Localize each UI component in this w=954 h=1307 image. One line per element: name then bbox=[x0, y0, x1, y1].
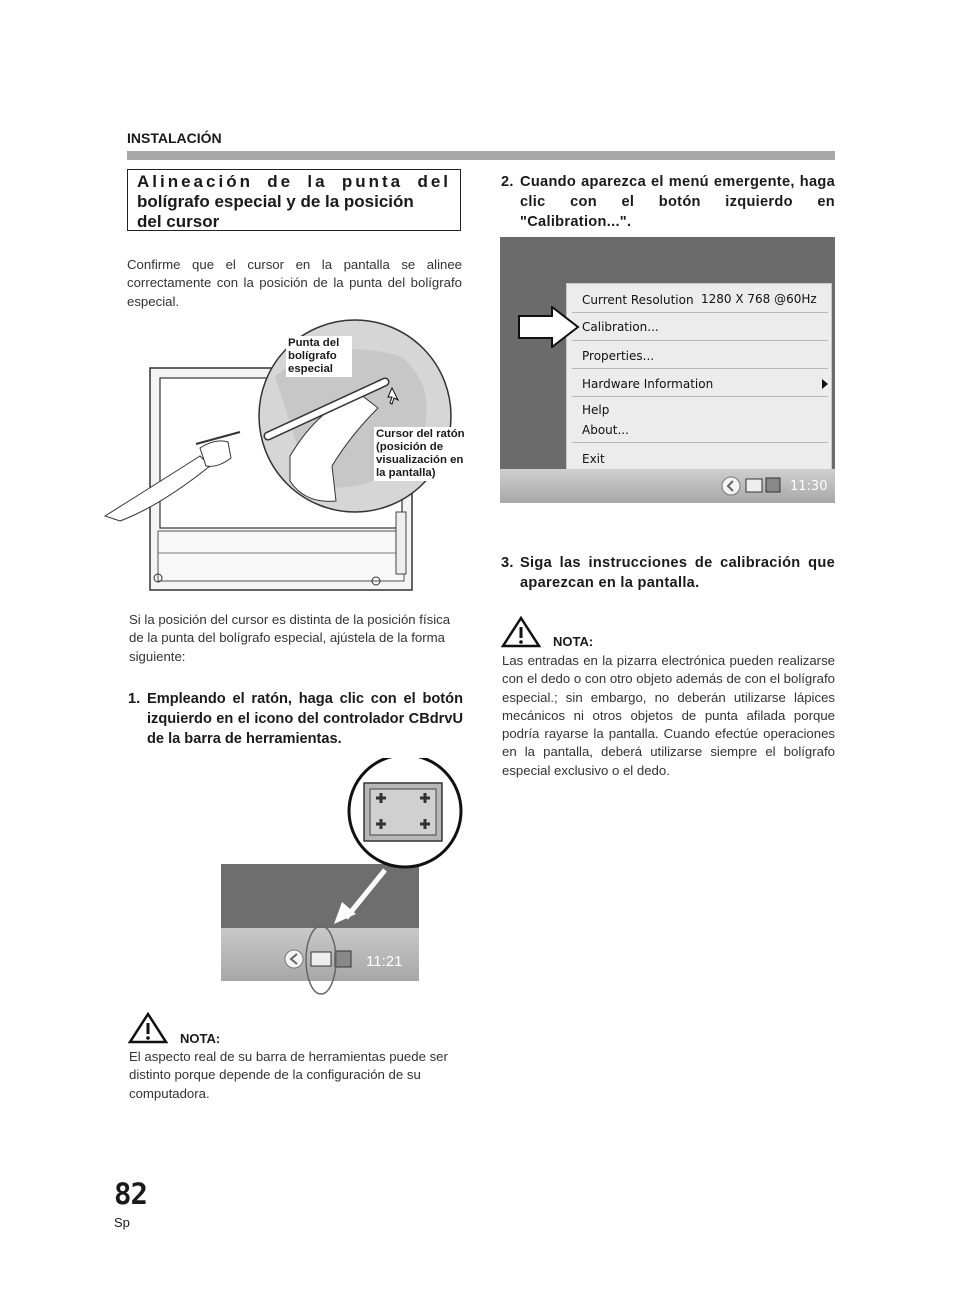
whiteboard-illustration bbox=[100, 316, 475, 602]
menu-separator bbox=[572, 396, 828, 397]
nota-2-label: NOTA: bbox=[553, 634, 594, 649]
warning-triangle-icon bbox=[501, 616, 541, 653]
toolbar-illustration bbox=[220, 758, 464, 996]
step-2-number: 2. bbox=[501, 174, 514, 190]
nota-1-label: NOTA: bbox=[180, 1031, 221, 1046]
callout-mouse-cursor: Cursor del ratón (posición de visualización en la pantalla) bbox=[374, 427, 478, 481]
step-1 bbox=[128, 689, 463, 749]
menu-item-properties[interactable]: Properties... bbox=[582, 349, 655, 363]
intro-paragraph: Confirme que el cursor en la pantalla se alinee correctamente con la posición de la punta del bolígrafo especial. bbox=[127, 257, 462, 309]
step-1-text: Empleando el ratón, haga clic con el botón izquierdo en el icono del controlador CBdrvU de la barra de herramientas. bbox=[147, 691, 463, 747]
tray-icons bbox=[720, 475, 784, 497]
title-line-2: bolígrafo especial y de la posición bbox=[137, 192, 414, 211]
nota-1-text: El aspecto real de su barra de herramientas puede ser distinto porque depende de la configuración de su computadora. bbox=[129, 1049, 448, 1101]
section-title bbox=[127, 169, 461, 231]
menu-resolution-value: 1280 X 768 @60Hz bbox=[701, 292, 817, 306]
menu-separator bbox=[572, 368, 828, 369]
callout-pen-tip: Punta del bolígrafo especial bbox=[286, 336, 352, 377]
arrow-right-icon bbox=[518, 306, 580, 348]
menu-item-current-resolution[interactable]: Current Resolution bbox=[582, 293, 694, 307]
menu-item-about[interactable]: About... bbox=[582, 423, 629, 437]
page-language: Sp bbox=[114, 1215, 130, 1230]
submenu-arrow-icon bbox=[822, 379, 828, 389]
popup-menu bbox=[566, 283, 832, 471]
header-bar bbox=[127, 151, 835, 160]
step-2 bbox=[501, 172, 835, 232]
menu-item-exit[interactable]: Exit bbox=[582, 452, 605, 466]
context-menu-screenshot bbox=[500, 237, 835, 503]
menu-separator bbox=[572, 312, 828, 313]
title-line-1: Alineación de la punta del bbox=[137, 172, 451, 191]
step-2-text: Cuando aparezca el menú emergente, haga clic con el botón izquierdo en "Calibration...". bbox=[520, 174, 835, 230]
toolbar-magnifier bbox=[220, 758, 464, 996]
warning-triangle-icon bbox=[128, 1012, 168, 1049]
toolbar-clock: 11:21 bbox=[366, 953, 403, 970]
menu-item-hardware-information[interactable]: Hardware Information bbox=[582, 377, 714, 391]
section-label: INSTALACIÓN bbox=[127, 130, 222, 146]
menu-item-help[interactable]: Help bbox=[582, 403, 610, 417]
menu-separator bbox=[572, 442, 828, 443]
menu-item-calibration[interactable]: Calibration... bbox=[582, 320, 659, 334]
taskbar bbox=[500, 469, 835, 503]
step-3-number: 3. bbox=[501, 555, 514, 571]
step-1-number: 1. bbox=[128, 691, 141, 707]
page-number: 82 bbox=[114, 1177, 147, 1211]
step-3 bbox=[501, 553, 835, 593]
adjust-paragraph: Si la posición del cursor es distinta de la posición física de la punta del bolígrafo especial, ajústela de la forma siguiente: bbox=[129, 612, 451, 664]
nota-2-text: Las entradas en la pizarra electrónica pueden realizarse con el dedo o con otro objeto además de con el bolígrafo especial.; sin embargo, no deberán utilizarse lápices mecánicos ni otros objetos de punta afilada porque podría rayarse la pantalla. Cuando efectúe operaciones en la pantalla, deberá utilizarse siempre el bolígrafo especial exclusivo o el dedo. bbox=[502, 653, 835, 778]
title-line-3: del cursor bbox=[137, 212, 220, 231]
step-3-text: Siga las instrucciones de calibración que aparezcan en la pantalla. bbox=[520, 555, 835, 591]
tray-clock: 11:30 bbox=[790, 479, 828, 494]
menu-separator bbox=[572, 340, 828, 341]
